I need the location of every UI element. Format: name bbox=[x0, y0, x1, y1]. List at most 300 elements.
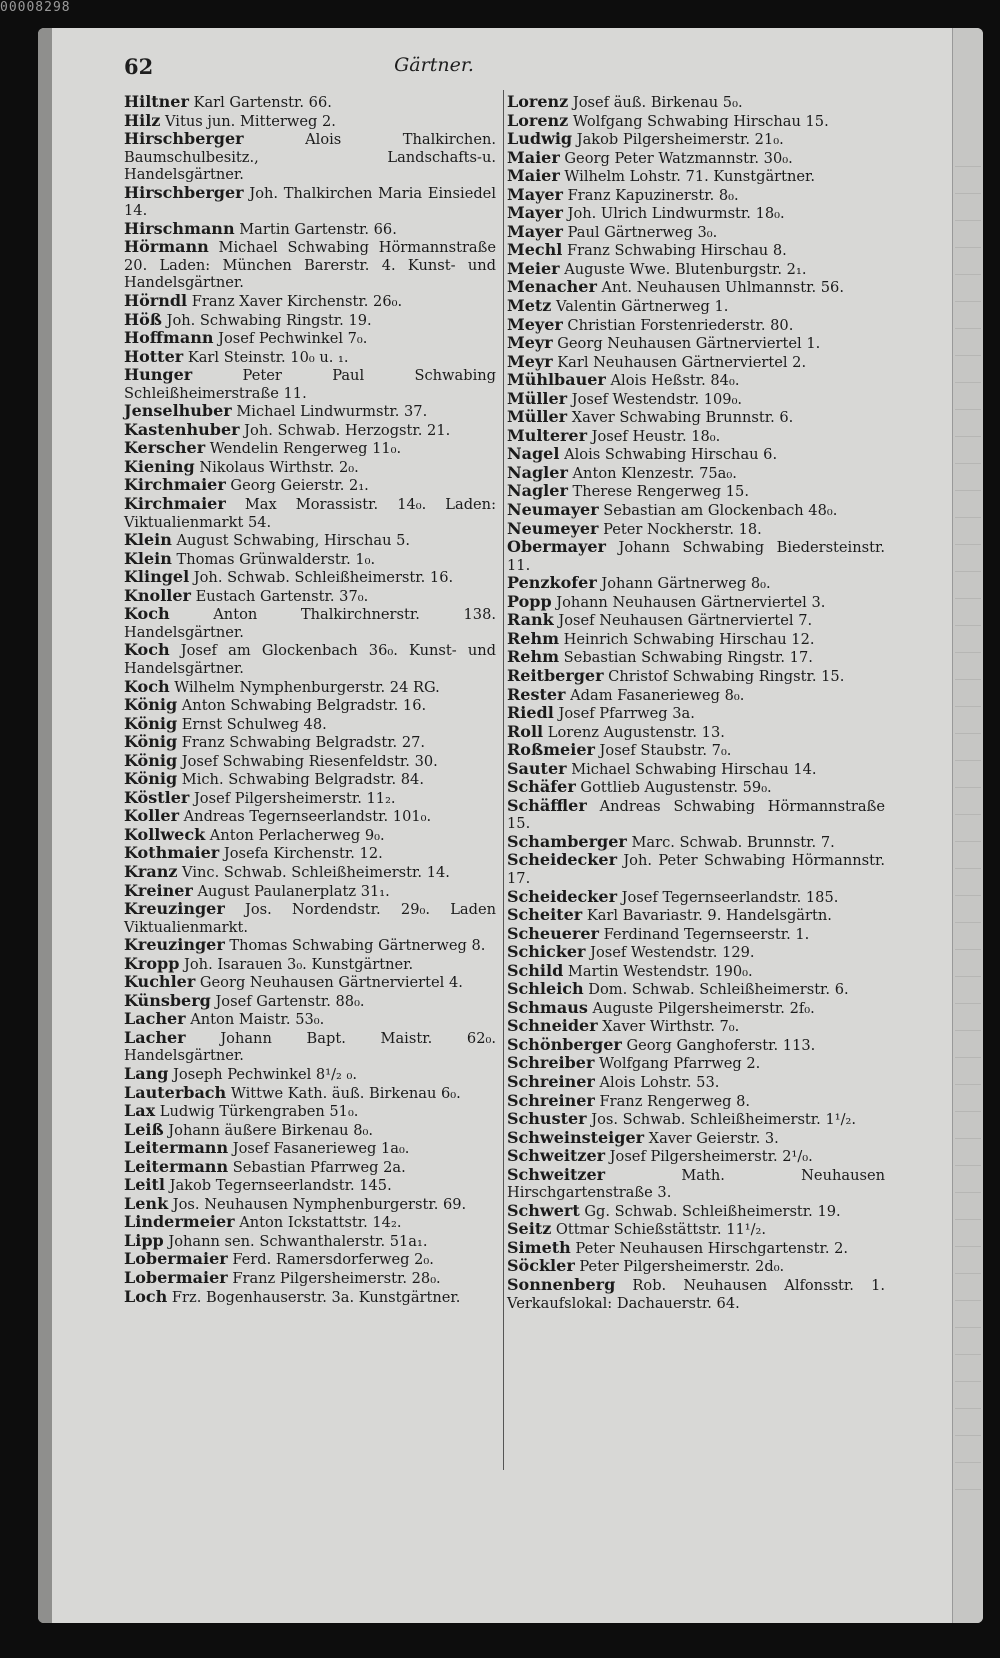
entry-surname: Scheiter bbox=[507, 905, 583, 925]
entry-surname: Riedl bbox=[507, 703, 554, 723]
entry-details: Karl Bavariastr. 9. Handelsgärtn. bbox=[582, 907, 832, 925]
fragment-line bbox=[955, 1409, 981, 1436]
directory-entry bbox=[507, 630, 885, 649]
fragment-line bbox=[955, 1031, 981, 1058]
fragment-line bbox=[955, 491, 981, 518]
directory-entry bbox=[124, 550, 496, 569]
directory-entry bbox=[507, 371, 885, 390]
entry-surname: Lacher bbox=[124, 1027, 186, 1047]
entry-surname: Schamberger bbox=[507, 831, 627, 851]
fragment-line bbox=[955, 221, 981, 248]
entry-details: Franz Schwabing Hirschau 8. bbox=[562, 242, 787, 260]
entry-details: Michael Schwabing Hörmannstraße 20. Laden: München Barerstr. 4. Kunst- und Handelsgärtner. bbox=[124, 239, 496, 292]
entry-details: Jos. Schwab. Schleißheimerstr. 1¹/₂. bbox=[586, 1111, 856, 1129]
entry-details: Marc. Schwab. Brunnstr. 7. bbox=[626, 833, 835, 851]
entry-surname: Mayer bbox=[507, 184, 563, 204]
directory-entry bbox=[507, 278, 885, 297]
entry-details: Paul Gärtnerweg 3₀. bbox=[562, 223, 718, 241]
directory-entry bbox=[507, 482, 885, 501]
directory-entry bbox=[124, 311, 496, 330]
entry-details: Josef Heustr. 18₀. bbox=[587, 427, 721, 445]
entry-surname: Schwert bbox=[507, 1200, 580, 1220]
entry-details: Josef äuß. Birkenau 5₀. bbox=[568, 94, 743, 111]
entry-surname: Kropp bbox=[124, 953, 180, 973]
directory-entry bbox=[124, 1102, 496, 1121]
entry-surname: Leitermann bbox=[124, 1156, 229, 1176]
entry-surname: Knoller bbox=[124, 585, 191, 605]
entry-surname: Hirschmann bbox=[124, 218, 235, 238]
entry-surname: Schönberger bbox=[507, 1034, 622, 1054]
directory-entry bbox=[507, 167, 885, 186]
entry-details: Josef Pilgersheimerstr. 11₂. bbox=[189, 789, 396, 807]
entry-surname: Schäfer bbox=[507, 777, 576, 797]
entry-surname: Neumeyer bbox=[507, 518, 599, 538]
directory-entry bbox=[124, 587, 496, 606]
entry-details: Vitus jun. Mitterweg 2. bbox=[160, 112, 336, 130]
entry-surname: Reitberger bbox=[507, 665, 604, 685]
entry-surname: Hörmann bbox=[124, 237, 209, 257]
entry-surname: Hiltner bbox=[124, 92, 189, 111]
directory-entry bbox=[507, 906, 885, 925]
entry-surname: Meyer bbox=[507, 314, 563, 334]
fragment-line bbox=[955, 1436, 981, 1463]
directory-entry bbox=[124, 807, 496, 826]
entry-details: Johann Gärtnerweg 8₀. bbox=[596, 575, 771, 593]
fragment-line bbox=[955, 761, 981, 788]
entry-details: Xaver Geierstr. 3. bbox=[644, 1129, 779, 1147]
entry-surname: Hilz bbox=[124, 110, 161, 130]
entry-surname: Kranz bbox=[124, 861, 178, 881]
entry-surname: Maier bbox=[507, 147, 560, 167]
entry-surname: Kothmaier bbox=[124, 843, 220, 863]
entry-surname: Koch bbox=[124, 676, 170, 696]
fragment-line bbox=[955, 1112, 981, 1139]
directory-entry bbox=[507, 445, 885, 464]
entry-surname: Söckler bbox=[507, 1256, 575, 1276]
fragment-line bbox=[955, 1355, 981, 1382]
entry-details: Josef Tegernseerlandstr. 185. bbox=[617, 888, 839, 906]
fragment-line bbox=[955, 410, 981, 437]
fragment-line bbox=[955, 248, 981, 275]
directory-entry bbox=[124, 1158, 496, 1177]
directory-entry bbox=[124, 605, 496, 641]
directory-entry bbox=[124, 366, 496, 402]
entry-surname: Seitz bbox=[507, 1219, 552, 1239]
directory-entry bbox=[507, 427, 885, 446]
fragment-line bbox=[955, 383, 981, 410]
entry-surname: Leiß bbox=[124, 1119, 164, 1139]
entry-surname: Rester bbox=[507, 684, 566, 704]
entry-surname: Schmaus bbox=[507, 997, 588, 1017]
entry-details: Johann Neuhausen Gärtnerviertel 3. bbox=[551, 593, 826, 611]
entry-details: Josefa Kirchenstr. 12. bbox=[219, 845, 383, 863]
directory-entry bbox=[507, 538, 885, 574]
entry-surname: Kastenhuber bbox=[124, 419, 240, 439]
entry-surname: Scheidecker bbox=[507, 886, 617, 906]
directory-entry bbox=[507, 888, 885, 907]
entry-details: Josef Pilgersheimerstr. 2¹/₀. bbox=[605, 1148, 813, 1166]
directory-entry bbox=[507, 353, 885, 372]
entry-surname: Lorenz bbox=[507, 110, 569, 130]
entry-surname: Hörndl bbox=[124, 291, 188, 311]
directory-entry bbox=[507, 390, 885, 409]
entry-surname: Schild bbox=[507, 960, 564, 980]
entry-details: Ernst Schulweg 48. bbox=[177, 715, 327, 733]
entry-details: Georg Neuhausen Gärtnerviertel 4. bbox=[195, 974, 463, 992]
directory-entry bbox=[124, 1139, 496, 1158]
entry-details: Josef Pfarrweg 3a. bbox=[553, 705, 695, 723]
directory-entry bbox=[507, 408, 885, 427]
entry-details: Alois Schwabing Hirschau 6. bbox=[559, 446, 778, 464]
directory-entry bbox=[507, 778, 885, 797]
entry-details: Franz Schwabing Belgradstr. 27. bbox=[177, 734, 426, 752]
entry-details: Eustach Gartenstr. 37₀. bbox=[190, 587, 369, 605]
entry-surname: Lobermaier bbox=[124, 1249, 228, 1269]
entry-details: Alois Lohstr. 53. bbox=[594, 1073, 720, 1091]
directory-entry bbox=[124, 900, 496, 936]
entry-details: Martin Gartenstr. 66. bbox=[234, 220, 397, 238]
entry-details: Dom. Schwab. Schleißheimerstr. 6. bbox=[583, 981, 849, 999]
entry-details: Christian Forstenriederstr. 80. bbox=[562, 316, 794, 334]
directory-entry bbox=[124, 992, 496, 1011]
entry-details: Christof Schwabing Ringstr. 15. bbox=[603, 667, 845, 685]
fragment-line bbox=[955, 1085, 981, 1112]
directory-entry bbox=[507, 130, 885, 149]
entry-surname: Rehm bbox=[507, 628, 560, 648]
directory-entry bbox=[124, 439, 496, 458]
page-header bbox=[124, 54, 944, 90]
entry-surname: Schneider bbox=[507, 1016, 598, 1036]
entry-details: Thomas Grünwalderstr. 1₀. bbox=[171, 550, 376, 568]
entry-details: Josef Westendstr. 129. bbox=[585, 944, 755, 962]
directory-entry bbox=[124, 184, 496, 220]
entry-details: Thomas Schwabing Gärtnerweg 8. bbox=[224, 937, 486, 955]
entry-details: Jos. Nordendstr. 29₀. Laden Viktualienmarkt. bbox=[124, 901, 496, 936]
directory-entry bbox=[124, 1176, 496, 1195]
fragment-line bbox=[955, 1247, 981, 1274]
entry-details: Franz Pilgersheimerstr. 28₀. bbox=[227, 1270, 441, 1287]
directory-entry bbox=[507, 962, 885, 981]
fragment-line bbox=[955, 167, 981, 194]
fragment-line bbox=[955, 437, 981, 464]
directory-entry bbox=[507, 1147, 885, 1166]
entry-details: Georg Geierstr. 2₁. bbox=[225, 477, 369, 495]
entry-details: Wilhelm Nymphenburgerstr. 24 RG. bbox=[169, 678, 440, 696]
entry-surname: Lindermeier bbox=[124, 1212, 235, 1232]
directory-entry bbox=[507, 574, 885, 593]
entry-details: August Schwabing, Hirschau 5. bbox=[171, 532, 411, 550]
directory-entry bbox=[124, 1010, 496, 1029]
directory-entry bbox=[124, 789, 496, 808]
entry-details: Anton Schwabing Belgradstr. 16. bbox=[177, 697, 427, 715]
fragment-line bbox=[955, 1382, 981, 1409]
entry-surname: Meyr bbox=[507, 351, 553, 371]
directory-entry bbox=[124, 1084, 496, 1103]
entry-surname: Kreiner bbox=[124, 880, 193, 900]
entry-details: August Paulanerplatz 31₁. bbox=[192, 882, 390, 900]
entry-surname: Ludwig bbox=[507, 129, 573, 149]
entry-surname: König bbox=[124, 713, 178, 733]
entry-details: Joh. Ulrich Lindwurmstr. 18₀. bbox=[562, 205, 785, 223]
fragment-line bbox=[955, 572, 981, 599]
directory-entry bbox=[507, 316, 885, 335]
right-column bbox=[507, 93, 885, 1312]
entry-details: Joh. Schwab. Herzogstr. 21. bbox=[239, 421, 451, 439]
directory-entry bbox=[124, 220, 496, 239]
entry-details: Josef am Glockenbach 36₀. Kunst- und Handelsgärtner. bbox=[124, 642, 496, 677]
entry-surname: Mühlbauer bbox=[507, 370, 606, 390]
entry-details: Anton Thalkirchnerstr. 138. Handelsgärtner. bbox=[124, 606, 496, 641]
directory-entry bbox=[507, 464, 885, 483]
entry-details: Vinc. Schwab. Schleißheimerstr. 14. bbox=[177, 863, 450, 881]
entry-surname: Meier bbox=[507, 258, 560, 278]
entry-details: Anton Maistr. 53₀. bbox=[185, 1011, 325, 1029]
entry-surname: Kuchler bbox=[124, 972, 196, 992]
entry-surname: Lang bbox=[124, 1063, 169, 1083]
entry-details: Wittwe Kath. äuß. Birkenau 6₀. bbox=[226, 1084, 461, 1102]
entry-details: Karl Neuhausen Gärtnerviertel 2. bbox=[552, 353, 807, 371]
entry-details: Josef Neuhausen Gärtnerviertel 7. bbox=[553, 612, 813, 630]
directory-entry bbox=[124, 1121, 496, 1140]
entry-surname: Meyr bbox=[507, 333, 553, 353]
entry-surname: Hirschberger bbox=[124, 182, 244, 202]
fragment-line bbox=[955, 1166, 981, 1193]
entry-details: Sebastian am Glockenbach 48₀. bbox=[598, 502, 838, 520]
entry-surname: Hirschberger bbox=[124, 129, 244, 149]
entry-details: Johann Schwabing Biedersteinstr. 11. bbox=[507, 539, 885, 574]
directory-entry bbox=[507, 833, 885, 852]
entry-surname: Kirchmaier bbox=[124, 494, 226, 514]
entry-details: Andreas Tegernseerlandstr. 101₀. bbox=[179, 808, 432, 826]
entry-details: Joseph Pechwinkel 8¹/₂ ₀. bbox=[168, 1065, 357, 1083]
directory-entry bbox=[124, 641, 496, 677]
directory-entry bbox=[507, 686, 885, 705]
directory-entry bbox=[507, 797, 885, 833]
entry-surname: König bbox=[124, 769, 178, 789]
entry-details: Jakob Pilgersheimerstr. 21₀. bbox=[572, 131, 784, 149]
directory-entry bbox=[124, 1250, 496, 1269]
directory-entry bbox=[124, 1288, 496, 1307]
entry-surname: Sauter bbox=[507, 758, 567, 778]
fragment-line bbox=[955, 680, 981, 707]
entry-surname: Nagel bbox=[507, 444, 560, 464]
entry-surname: Roll bbox=[507, 721, 544, 741]
directory-entry bbox=[507, 1110, 885, 1129]
entry-details: Jos. Neuhausen Nymphenburgerstr. 69. bbox=[168, 1195, 467, 1213]
entry-details: Johann Bapt. Maistr. 62₀. Handelsgärtner. bbox=[124, 1029, 496, 1065]
entry-details: Anton Perlacherweg 9₀. bbox=[205, 826, 385, 844]
directory-entry bbox=[507, 1017, 885, 1036]
entry-surname: Klingel bbox=[124, 567, 190, 587]
entry-surname: Neumayer bbox=[507, 500, 599, 520]
fragment-line bbox=[955, 923, 981, 950]
entry-details: Andreas Schwabing Hörmannstraße 15. bbox=[507, 797, 885, 833]
directory-entry bbox=[507, 93, 885, 112]
entry-details: Auguste Pilgersheimerstr. 2f₀. bbox=[587, 999, 815, 1017]
entry-details: Anton Klenzestr. 75a₀. bbox=[567, 464, 737, 482]
entry-surname: Obermayer bbox=[507, 537, 606, 557]
entry-details: Josef Gartenstr. 88₀. bbox=[210, 992, 365, 1010]
entry-surname: Koch bbox=[124, 604, 170, 624]
entry-surname: Schreiner bbox=[507, 1071, 595, 1091]
directory-entry bbox=[124, 458, 496, 477]
entry-details: Rob. Neuhausen Alfonsstr. 1. Verkaufslokal: Dachauerstr. 64. bbox=[507, 1277, 885, 1312]
directory-entry bbox=[124, 568, 496, 587]
fragment-line bbox=[955, 977, 981, 1004]
fragment-line bbox=[955, 815, 981, 842]
entry-surname: Nagler bbox=[507, 462, 568, 482]
entry-details: Adam Fasanerieweg 8₀. bbox=[565, 686, 745, 704]
directory-entry bbox=[124, 130, 496, 184]
entry-surname: Lax bbox=[124, 1101, 156, 1121]
entry-details: Peter Pilgersheimerstr. 2d₀. bbox=[574, 1258, 785, 1276]
entry-details: Xaver Wirthstr. 7₀. bbox=[597, 1018, 740, 1036]
entry-details: Michael Lindwurmstr. 37. bbox=[231, 403, 428, 421]
directory-entry bbox=[124, 696, 496, 715]
fragment-line bbox=[955, 1139, 981, 1166]
directory-entry bbox=[507, 943, 885, 962]
entry-details: Karl Steinstr. 10₀ u. ₁. bbox=[183, 348, 349, 366]
entry-surname: Maier bbox=[507, 166, 560, 186]
directory-entry bbox=[507, 1092, 885, 1111]
entry-details: Josef Westendstr. 109₀. bbox=[567, 390, 743, 408]
entry-surname: Höß bbox=[124, 309, 162, 329]
directory-entry bbox=[124, 863, 496, 882]
entry-details: Math. Neuhausen Hirschgartenstraße 3. bbox=[507, 1166, 885, 1202]
directory-entry bbox=[124, 238, 496, 292]
entry-surname: Scheuerer bbox=[507, 923, 599, 943]
entry-surname: Schweinsteiger bbox=[507, 1127, 645, 1147]
entry-details: Max Morassistr. 14₀. Laden: Viktualienmarkt 54. bbox=[124, 496, 496, 531]
entry-surname: Klein bbox=[124, 530, 172, 550]
directory-entry bbox=[507, 186, 885, 205]
entry-details: Karl Gartenstr. 66. bbox=[188, 94, 332, 111]
fragment-line bbox=[955, 653, 981, 680]
column-divider bbox=[503, 90, 504, 1470]
entry-details: Therese Rengerweg 15. bbox=[567, 483, 749, 501]
entry-details: Joh. Schwab. Schleißheimerstr. 16. bbox=[189, 569, 454, 587]
directory-entry bbox=[507, 1054, 885, 1073]
entry-details: Gottlieb Augustenstr. 59₀. bbox=[575, 779, 772, 797]
fragment-line bbox=[955, 1004, 981, 1031]
fragment-line bbox=[955, 707, 981, 734]
entry-details: Wilhelm Lohstr. 71. Kunstgärtner. bbox=[559, 168, 816, 186]
entry-details: Gg. Schwab. Schleißheimerstr. 19. bbox=[579, 1202, 841, 1220]
directory-entry bbox=[507, 334, 885, 353]
entry-surname: Menacher bbox=[507, 277, 597, 297]
directory-entry bbox=[507, 149, 885, 168]
directory-entry bbox=[124, 531, 496, 550]
entry-surname: Jenselhuber bbox=[124, 401, 232, 421]
directory-entry bbox=[507, 925, 885, 944]
directory-entry bbox=[507, 667, 885, 686]
directory-entry bbox=[507, 980, 885, 999]
entry-details: Wolfgang Schwabing Hirschau 15. bbox=[568, 112, 829, 130]
entry-details: Anton Ickstattstr. 14₂. bbox=[234, 1214, 402, 1232]
directory-entry bbox=[124, 112, 496, 131]
fragment-line bbox=[955, 1193, 981, 1220]
left-column bbox=[124, 93, 496, 1306]
entry-details: Joh. Thalkirchen Maria Einsiedel 14. bbox=[124, 184, 496, 220]
directory-entry bbox=[124, 93, 496, 112]
entry-details: Ferd. Ramersdorferweg 2₀. bbox=[227, 1251, 434, 1269]
entry-surname: König bbox=[124, 732, 178, 752]
entry-details: Alois Thalkirchen. Baumschulbesitz., Landschafts-u. Handelsgärtner. bbox=[124, 131, 496, 184]
fragment-line bbox=[955, 194, 981, 221]
fragment-line bbox=[955, 275, 981, 302]
entry-details: Heinrich Schwabing Hirschau 12. bbox=[559, 630, 815, 648]
directory-entry bbox=[507, 223, 885, 242]
scan-id-label: 00008298 bbox=[0, 0, 71, 15]
entry-surname: Multerer bbox=[507, 425, 588, 445]
fragment-line bbox=[955, 302, 981, 329]
fragment-line bbox=[955, 518, 981, 545]
directory-entry bbox=[124, 1195, 496, 1214]
directory-entry bbox=[124, 678, 496, 697]
entry-surname: Lorenz bbox=[507, 92, 569, 111]
page-binding-edge bbox=[38, 28, 52, 1623]
entry-surname: Müller bbox=[507, 407, 568, 427]
entry-surname: Schreiner bbox=[507, 1090, 595, 1110]
directory-entry bbox=[124, 476, 496, 495]
fragment-line bbox=[955, 329, 981, 356]
directory-entry bbox=[124, 973, 496, 992]
directory-entry bbox=[507, 1202, 885, 1221]
directory-entry bbox=[507, 741, 885, 760]
directory-entry bbox=[124, 752, 496, 771]
entry-surname: Lipp bbox=[124, 1230, 164, 1250]
entry-surname: Kreuzinger bbox=[124, 935, 225, 955]
directory-entry bbox=[507, 501, 885, 520]
entry-details: Peter Nockherstr. 18. bbox=[598, 520, 762, 538]
directory-entry bbox=[507, 1073, 885, 1092]
directory-entry bbox=[124, 495, 496, 531]
entry-details: Georg Ganghoferstr. 113. bbox=[621, 1036, 816, 1054]
entry-surname: Koller bbox=[124, 806, 179, 826]
directory-entry bbox=[124, 329, 496, 348]
directory-entry bbox=[507, 1220, 885, 1239]
adjacent-page-edge bbox=[952, 28, 983, 1623]
fragment-line bbox=[955, 842, 981, 869]
entry-details: Wolfgang Pfarrweg 2. bbox=[594, 1055, 761, 1073]
entry-details: Sebastian Pfarrweg 2a. bbox=[228, 1158, 406, 1176]
fragment-line bbox=[955, 869, 981, 896]
entry-surname: König bbox=[124, 750, 178, 770]
directory-entry bbox=[507, 112, 885, 131]
fragment-line bbox=[955, 626, 981, 653]
directory-entry bbox=[507, 1166, 885, 1202]
entry-surname: Popp bbox=[507, 591, 552, 611]
fragment-line bbox=[955, 788, 981, 815]
entry-details: Michael Schwabing Hirschau 14. bbox=[566, 760, 817, 778]
fragment-line bbox=[955, 140, 981, 167]
entry-details: Joh. Isarauen 3₀. Kunstgärtner. bbox=[179, 955, 414, 973]
entry-details: Xaver Schwabing Brunnstr. 6. bbox=[567, 409, 794, 427]
entry-surname: Metz bbox=[507, 296, 552, 316]
fragment-line bbox=[955, 1328, 981, 1355]
entry-details: Ludwig Türkengraben 51₀. bbox=[155, 1103, 359, 1121]
entry-surname: Mechl bbox=[507, 240, 563, 260]
entry-details: Sebastian Schwabing Ringstr. 17. bbox=[559, 649, 813, 667]
entry-surname: Roßmeier bbox=[507, 740, 595, 760]
entry-details: Johann sen. Schwanthalerstr. 51a₁. bbox=[163, 1232, 428, 1250]
entry-surname: Mayer bbox=[507, 221, 563, 241]
entry-surname: Schleich bbox=[507, 979, 584, 999]
directory-entry bbox=[124, 1065, 496, 1084]
entry-details: Franz Kapuzinerstr. 8₀. bbox=[562, 186, 739, 204]
entry-details: Josef Pechwinkel 7₀. bbox=[213, 330, 368, 348]
entry-surname: Künsberg bbox=[124, 990, 211, 1010]
